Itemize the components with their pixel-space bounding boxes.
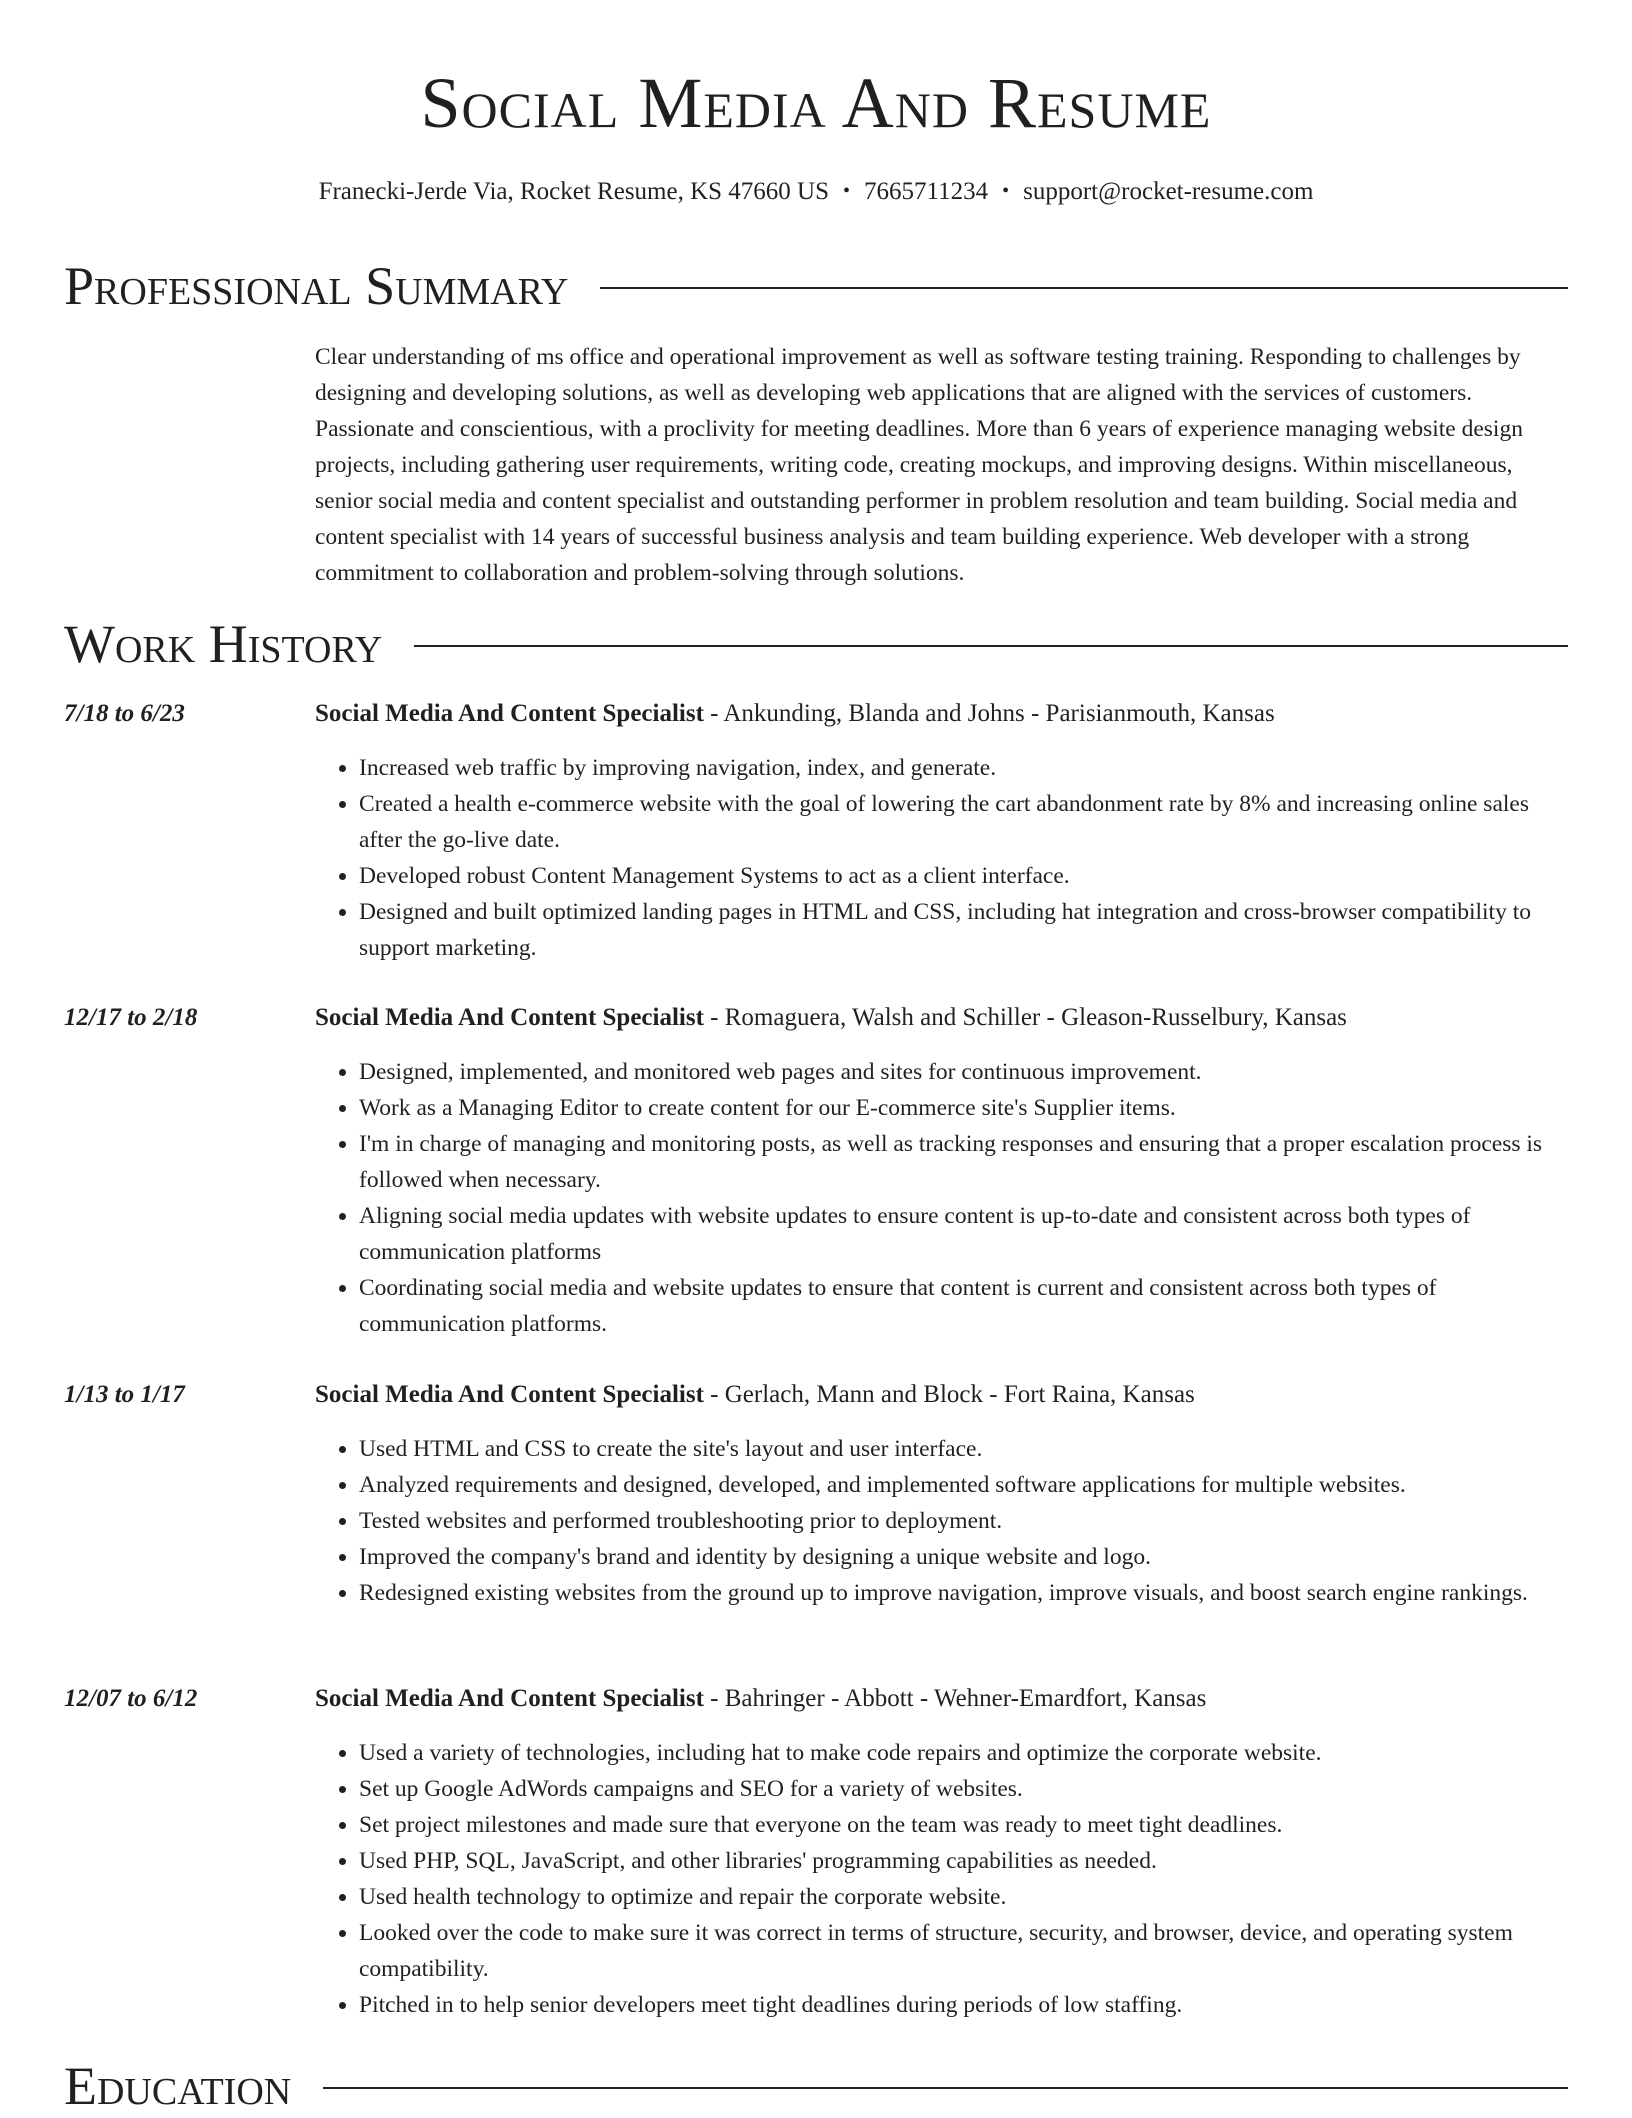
job-role: Social Media And Content Specialist bbox=[315, 1004, 704, 1031]
section-divider bbox=[323, 2087, 1568, 2089]
resume-name: Social Media And Resume bbox=[420, 63, 1212, 143]
job-bullet: • Pitched in to help senior developers meet tight deadlines during periods of low staffing. bbox=[359, 1987, 1573, 2023]
job-employer: - Bahringer - Abbott - Wehner-Emardfort, Kansas bbox=[703, 1685, 1207, 1712]
job-bullet: • Improved the company's brand and identity by designing a unique website and logo. bbox=[359, 1539, 1573, 1575]
job-header bbox=[315, 696, 1573, 732]
contact-phone: 7665711234 bbox=[864, 178, 989, 205]
job-bullet: • Looked over the code to make sure it was correct in terms of structure, security, and browser, device, and operating system compatibility. bbox=[359, 1915, 1573, 1987]
job-bullet: • Designed and built optimized landing pages in HTML and CSS, including hat integration and cross-browser compatibility to support marketing. bbox=[359, 894, 1573, 966]
job-dates: 1/13 to 1/17 bbox=[64, 1381, 185, 1408]
job-employer: - Romaguera, Walsh and Schiller - Gleason-Russelbury, Kansas bbox=[703, 1004, 1347, 1031]
job-bullet: • Designed, implemented, and monitored web pages and sites for continuous improvement. bbox=[359, 1054, 1573, 1090]
section-divider bbox=[600, 287, 1568, 289]
contact-address: Franecki-Jerde Via, Rocket Resume, KS 47660 US bbox=[318, 178, 830, 205]
job-bullets bbox=[315, 750, 1573, 966]
section-heading-summary bbox=[64, 254, 1568, 318]
job-role: Social Media And Content Specialist bbox=[315, 1685, 704, 1712]
job-bullet: • Used HTML and CSS to create the site's layout and user interface. bbox=[359, 1431, 1573, 1467]
job-employer: - Ankunding, Blanda and Johns - Parisianmouth, Kansas bbox=[703, 700, 1275, 727]
job-bullet: • Aligning social media updates with website updates to ensure content is up-to-date and consistent across both types of communication platforms bbox=[359, 1198, 1573, 1270]
job-bullet: • Set project milestones and made sure that everyone on the team was ready to meet tight deadlines. bbox=[359, 1807, 1573, 1843]
job-bullets bbox=[315, 1735, 1573, 2023]
job-bullet: • Redesigned existing websites from the ground up to improve navigation, improve visuals, and boost search engine rankings. bbox=[359, 1575, 1573, 1611]
job-dates: 7/18 to 6/23 bbox=[64, 700, 185, 727]
job-bullets bbox=[315, 1431, 1573, 1611]
job-role: Social Media And Content Specialist bbox=[315, 1381, 704, 1408]
job-dates: 12/17 to 2/18 bbox=[64, 1004, 198, 1031]
section-title: Professional Summary bbox=[64, 256, 569, 316]
job-header bbox=[315, 1681, 1573, 1717]
section-title: Work History bbox=[64, 614, 383, 674]
section-divider bbox=[414, 645, 1568, 647]
job-header bbox=[315, 1377, 1573, 1413]
job-bullet: • Set up Google AdWords campaigns and SEO for a variety of websites. bbox=[359, 1771, 1573, 1807]
job-bullet: • Used PHP, SQL, JavaScript, and other libraries' programming capabilities as needed. bbox=[359, 1843, 1573, 1879]
job-bullet: • Work as a Managing Editor to create content for our E-commerce site's Supplier items. bbox=[359, 1090, 1573, 1126]
job-bullet: • Coordinating social media and website updates to ensure that content is current and consistent across both types of communication platforms. bbox=[359, 1270, 1573, 1342]
contact-line bbox=[0, 175, 1632, 208]
contact-separator: • bbox=[1002, 180, 1010, 202]
job-header bbox=[315, 1000, 1573, 1036]
job-dates: 12/07 to 6/12 bbox=[64, 1685, 198, 1712]
job-bullets bbox=[315, 1054, 1573, 1342]
job-bullet: • I'm in charge of managing and monitoring posts, as well as tracking responses and ensuring that a proper escalation process is followed when necessary. bbox=[359, 1126, 1573, 1198]
summary-text: Clear understanding of ms office and operational improvement as well as software testing training. Responding to challenges by designing and developing solutions, as well as developing web applications that are aligned with the services of customers. Passionate and conscientious, with a proclivity for meeting deadlines. More than 6 years of experience managing website design projects, including gathering user requirements, writing code, creating mockups, and improving designs. Within miscellaneous, senior social media and content specialist and outstanding performer in problem resolution and team building. Social media and content specialist with 14 years of successful business analysis and team building experience. Web developer with a strong commitment to collaboration and problem-solving through solutions. bbox=[315, 344, 1523, 586]
job-bullet: • Used a variety of technologies, including hat to make code repairs and optimize the corporate website. bbox=[359, 1735, 1573, 1771]
contact-email: support@rocket-resume.com bbox=[1023, 178, 1314, 205]
job-bullet: • Created a health e-commerce website with the goal of lowering the cart abandonment rate by 8% and increasing online sales after the go-live date. bbox=[359, 786, 1573, 858]
job-employer: - Gerlach, Mann and Block - Fort Raina, Kansas bbox=[703, 1381, 1195, 1408]
section-heading-work-history bbox=[64, 612, 1568, 676]
job-bullet: • Used health technology to optimize and repair the corporate website. bbox=[359, 1879, 1573, 1915]
job-bullet: • Developed robust Content Management Systems to act as a client interface. bbox=[359, 858, 1573, 894]
contact-separator: • bbox=[843, 180, 851, 202]
section-title: Education bbox=[64, 2056, 292, 2116]
job-bullet: • Tested websites and performed troubleshooting prior to deployment. bbox=[359, 1503, 1573, 1539]
job-bullet: • Analyzed requirements and designed, developed, and implemented software applications for multiple websites. bbox=[359, 1467, 1573, 1503]
section-heading-education bbox=[64, 2054, 1568, 2118]
job-role: Social Media And Content Specialist bbox=[315, 700, 704, 727]
job-bullet: • Increased web traffic by improving navigation, index, and generate. bbox=[359, 750, 1573, 786]
